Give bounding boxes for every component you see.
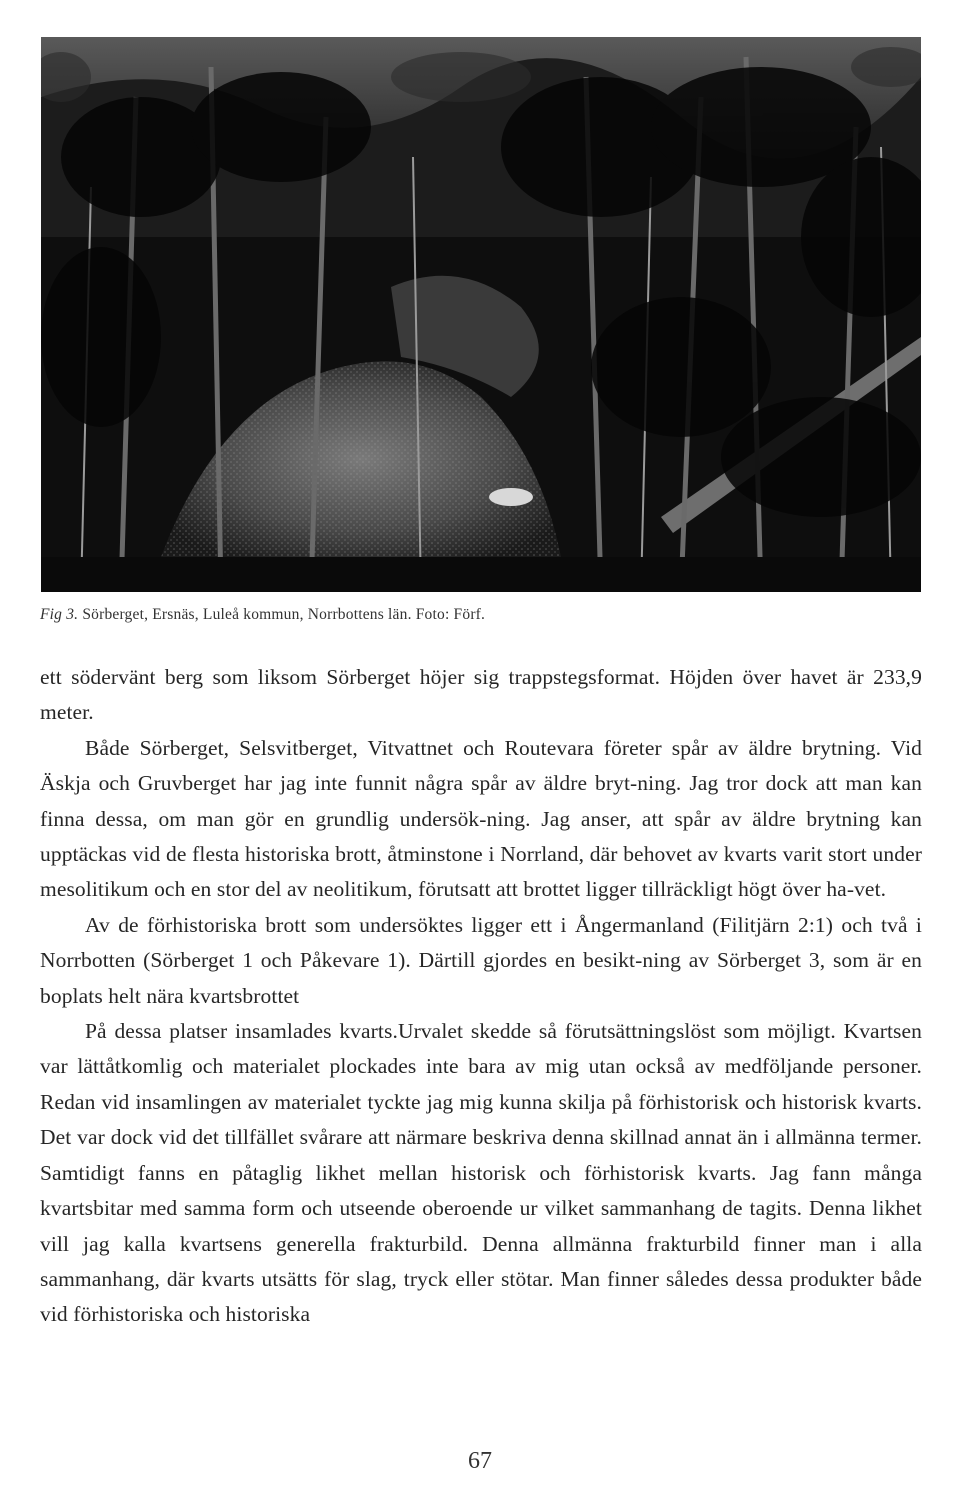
forest-hillside-photo xyxy=(41,37,921,592)
paragraph: På dessa platser insamlades kvarts.Urvalet skedde så förutsättningslöst som möjligt. Kvartsen var lättåtkomlig och materialet plockades inte bara av mig utan också av medföljande personer. Redan vid insamlingen av materialet tyckte jag mig kunna skilja på förhistorisk och historisk kvarts. Det var dock vid det tillfället svårare att närmare beskriva denna skillnad annat än i allmänna termer. Samtidigt fanns en påtaglig likhet mellan historisk och förhistorisk kvarts. Jag fann många kvartsbitar med samma form och utseende oberoende ur vilket sammanhang de tagits. Denna likhet vill jag kalla kvartsens generella frakturbild. Denna allmänna frakturbild finner man i alla sammanhang, där kvarts utsätts för slag, tryck eller stötar. Man finner således dessa produkter både vid förhistoriska och historiska xyxy=(40,1019,922,1327)
figure-caption xyxy=(40,606,920,624)
figure-caption-text: Sörberget, Ersnäs, Luleå kommun, Norrbottens län. Foto: Förf. xyxy=(82,606,486,623)
paragraph: Både Sörberget, Selsvitberget, Vitvattnet och Routevara företer spår av äldre brytning. Vid Äskja och Gruvberget har jag inte funnit några spår av äldre bryt-ning. Jag tror dock att man kan finna dessa, om man gör en grundlig undersök-ning. Jag anser, att spår av äldre brytning kan upptäckas vid de flesta historiska brott, åtminstone i Norrland, där behovet av kvarts varit stort under mesolitikum och en stor del av neolitikum, förutsatt att brottet ligger tillräckligt högt över ha-vet. xyxy=(40,735,922,902)
paragraph: Av de förhistoriska brott som undersöktes ligger ett i Ångermanland (Filitjärn 2:1) och två i Norrbotten (Sörberget 1 och Påkevare 1). Därtill gjordes en besikt-ning av Sörberget 3, som är en boplats helt nära kvartsbrottet xyxy=(40,912,922,1008)
body-text xyxy=(40,660,922,1333)
figure-label: Fig 3. xyxy=(40,606,79,623)
paragraph: ett södervänt berg som liksom Sörberget höjer sig trappstegsformat. Höjden över havet är 233,9 meter. xyxy=(40,665,922,725)
page-number: 67 xyxy=(468,1448,492,1474)
